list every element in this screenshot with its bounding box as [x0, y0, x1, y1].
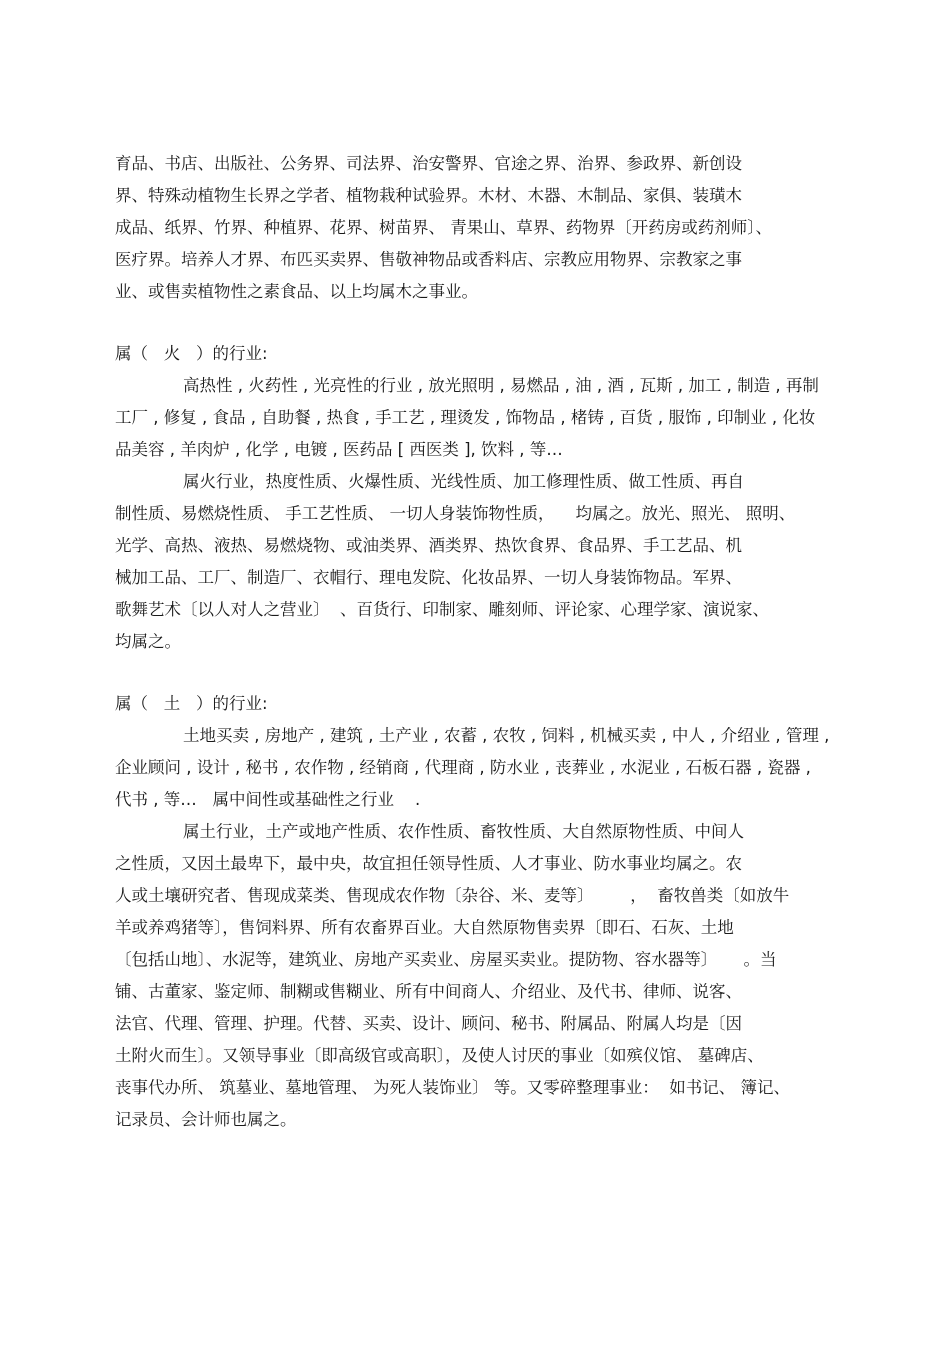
- text-line: 歌舞艺术〔以人对人之营业〕 、百货行、印制家、雕刻师、评论家、心理学家、演说家、: [115, 600, 769, 619]
- section-heading-earth: 属（ 土 ）的行业:: [115, 694, 268, 713]
- text-line: 企业顾问 , 设计 , 秘书 , 农作物 , 经销商 , 代理商 , 防水业 , 丧葬业 , 水泥业 , 石板石器 , 瓷器 ,: [115, 758, 811, 777]
- text-line: 医疗界。培养人才界、布匹买卖界、售敬神物品或香料店、宗教应用物界、宗教家之事: [115, 250, 742, 269]
- text-line: 羊或养鸡猪等〕，售饲料界、所有农畜界百业。大自然原物售卖界〔即石、石灰、土地: [115, 918, 734, 937]
- text-line: 高热性 , 火药性 , 光亮性的行业 , 放光照明 , 易燃品 , 油 , 酒 , 瓦斯 , 加工 , 制造 , 再制: [183, 376, 819, 395]
- text-line: 业、或售卖植物性之素食品、以上均属木之事业。: [115, 282, 478, 301]
- text-line: 土附火而生〕。又领导事业〔即高级官或高职〕，及使人讨厌的事业〔如殡仪馆、 墓碑店、: [115, 1046, 764, 1065]
- text-line: 均属之。: [115, 632, 181, 651]
- text-line: 属火行业，热度性质、火爆性质、光线性质、加工修理性质、做工性质、再自: [183, 472, 744, 491]
- text-line: 品美容 , 羊肉炉 , 化学 , 电镀 , 医药品 [ 西医类 ], 饮料 , 等…: [115, 440, 563, 459]
- text-line: 土地买卖 , 房地产 , 建筑 , 土产业 , 农蓄 , 农牧 , 饲料 , 机械买卖 , 中人 , 介绍业 , 管理 ,: [183, 726, 830, 745]
- text-line: 铺、古董家、鉴定师、制糊或售糊业、所有中间商人、介绍业、及代书、律师、说客、: [115, 982, 742, 1001]
- text-line: 工厂 , 修复 , 食品 , 自助餐 , 热食 , 手工艺 , 理烫发 , 饰物品 , 楮铸 , 百货 , 服饰 , 印制业 , 化妆: [115, 408, 816, 427]
- text-line: 人或土壤研究者、售现成菜类、售现成农作物〔杂谷、米、麦等〕 ， 畜牧兽类〔如放牛: [115, 886, 790, 905]
- text-line: 光学、高热、液热、易燃烧物、或油类界、酒类界、热饮食界、食品界、手工艺品、机: [115, 536, 742, 555]
- text-line: 械加工品、工厂、制造厂、衣帽行、理电发院、化妆品界、一切人身装饰物品。军界、: [115, 568, 742, 587]
- text-line: 记录员、会计师也属之。: [115, 1110, 297, 1129]
- text-line: 〔包括山地〕、水泥等，建筑业、房地产买卖业、房屋买卖业。提防物、容水器等〕 。当: [115, 950, 777, 969]
- text-line: 属土行业，土产或地产性质、农作性质、畜牧性质、大自然原物性质、中间人: [183, 822, 744, 841]
- text-line: 之性质，又因土最卑下，最中央，故宜担任领导性质、人才事业、防水事业均属之。农: [115, 854, 742, 873]
- text-line: 代书 , 等… 属中间性或基础性之行业 .: [115, 790, 421, 809]
- text-line: 成品、纸界、竹界、种植界、花界、树苗界、 青果山、草界、药物界〔开药房或药剂师〕、: [115, 218, 772, 237]
- text-line: 法官、代理、管理、护理。代替、买卖、设计、顾问、秘书、附属品、附属人均是〔因: [115, 1014, 742, 1033]
- text-line: 丧事代办所、 筑墓业、墓地管理、 为死人装饰业〕 等。又零碎整理事业： 如书记、 簿记、: [115, 1078, 790, 1097]
- text-line: 制性质、易燃烧性质、 手工艺性质、 一切人身装饰物性质， 均属之。放光、照光、 照明、: [115, 504, 796, 523]
- text-line: 育品、书店、出版社、公务界、司法界、治安警界、官途之界、治界、参政界、新创设: [115, 154, 742, 173]
- section-heading-fire: 属（ 火 ）的行业:: [115, 344, 268, 363]
- text-line: 界、特殊动植物生长界之学者、植物栽种试验界。木材、木器、木制品、家俱、装璜木: [115, 186, 742, 205]
